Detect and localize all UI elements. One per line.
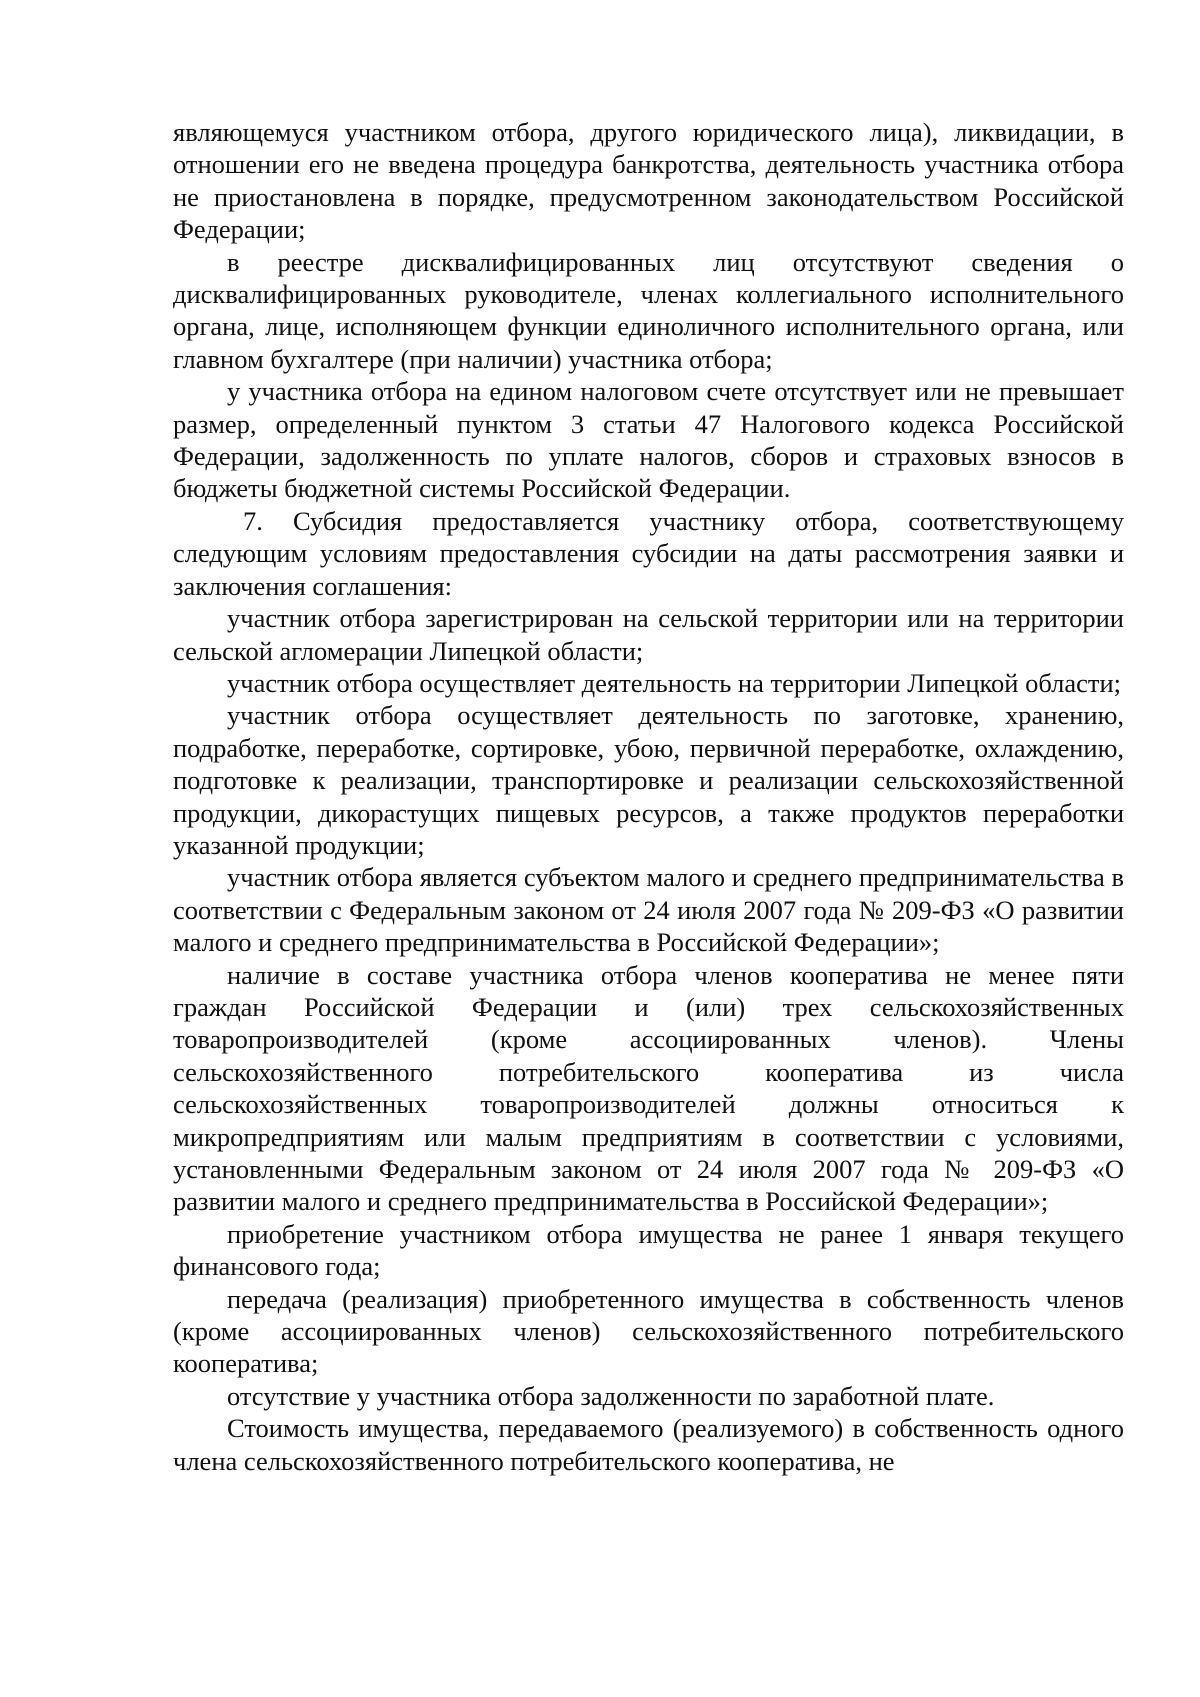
paragraph-cooperative-members: наличие в составе участника отбора членов кооператива не менее пяти граждан Российской Федерации и (или) трех сельскохозяйственных товаропроизводителей (кроме ассоциированных членов). Члены сельскохозяйственного потребительского кооператива из числа сельскохозяйственных товаропроизводителей должны относиться к микропредприятиям или малым предприятиям в соответствии с условиями, установленными Федеральным законом от 24 июля 2007 года № 209-ФЗ «О развитии малого и среднего предпринимательства в Российской Федерации»; [173, 959, 1124, 1217]
paragraph-property-cost: Стоимость имущества, передаваемого (реализуемого) в собственность одного члена сельскохозяйственного потребительского кооператива, не [173, 1413, 1124, 1476]
paragraph-activity-territory: участник отбора осуществляет деятельность на территории Липецкой области; [227, 667, 1122, 698]
paragraph-tax-debt: у участника отбора на едином налоговом счете отсутствует или не превышает размер, определенный пунктом 3 статьи 47 Налогового кодекса Российской Федерации, задолженность по уплате налогов, сборов и страховых взносов в бюджеты бюджетной системы Российской Федерации. [173, 376, 1124, 504]
paragraph-activity-types: участник отбора осуществляет деятельность по заготовке, хранению, подработке, переработке, сортировке, убою, первичной переработке, охлаждению, подготовке к реализации, транспортировке и реализации сельскохозяйственной продукции, дикорастущих пищевых ресурсов, а также продуктов переработки указанной продукции; [173, 700, 1124, 860]
paragraph-property-transfer: передача (реализация) приобретенного имущества в собственность членов (кроме ассоциированных членов) сельскохозяйственного потребительского кооператива; [173, 1283, 1124, 1379]
paragraph-continuation-liquidation: являющемуся участником отбора, другого юридического лица), ликвидации, в отношении его не введена процедура банкротства, деятельность участника отбора не приостановлена в порядке, предусмотренном законодательством Российской Федерации; [173, 117, 1124, 245]
paragraph-item-7: 7. Субсидия предоставляется участнику отбора, соответствующему следующим условиям предоставления субсидии на даты рассмотрения заявки и заключения соглашения: [173, 505, 1124, 601]
document-body [173, 116, 1124, 1477]
paragraph-wage-debt: отсутствие у участника отбора задолженности по заработной плате. [227, 1380, 995, 1411]
paragraph-property-acquisition: приобретение участником отбора имущества не ранее 1 января текущего финансового года; [173, 1218, 1124, 1282]
paragraph-registration: участник отбора зарегистрирован на сельской территории или на территории сельской агломерации Липецкой области; [173, 603, 1124, 666]
paragraph-disqualified-registry: в реестре дисквалифицированных лиц отсутствуют сведения о дисквалифицированных руководителе, членах коллегиального исполнительного органа, лице, исполняющем функции единоличного исполнительного органа, или главном бухгалтере (при наличии) участника отбора; [173, 246, 1124, 374]
paragraph-sme-status: участник отбора является субъектом малого и среднего предпринимательства в соответствии с Федеральным законом от 24 июля 2007 года № 209-ФЗ «О развитии малого и среднего предпринимательства в Российской Федерации»; [173, 862, 1124, 958]
